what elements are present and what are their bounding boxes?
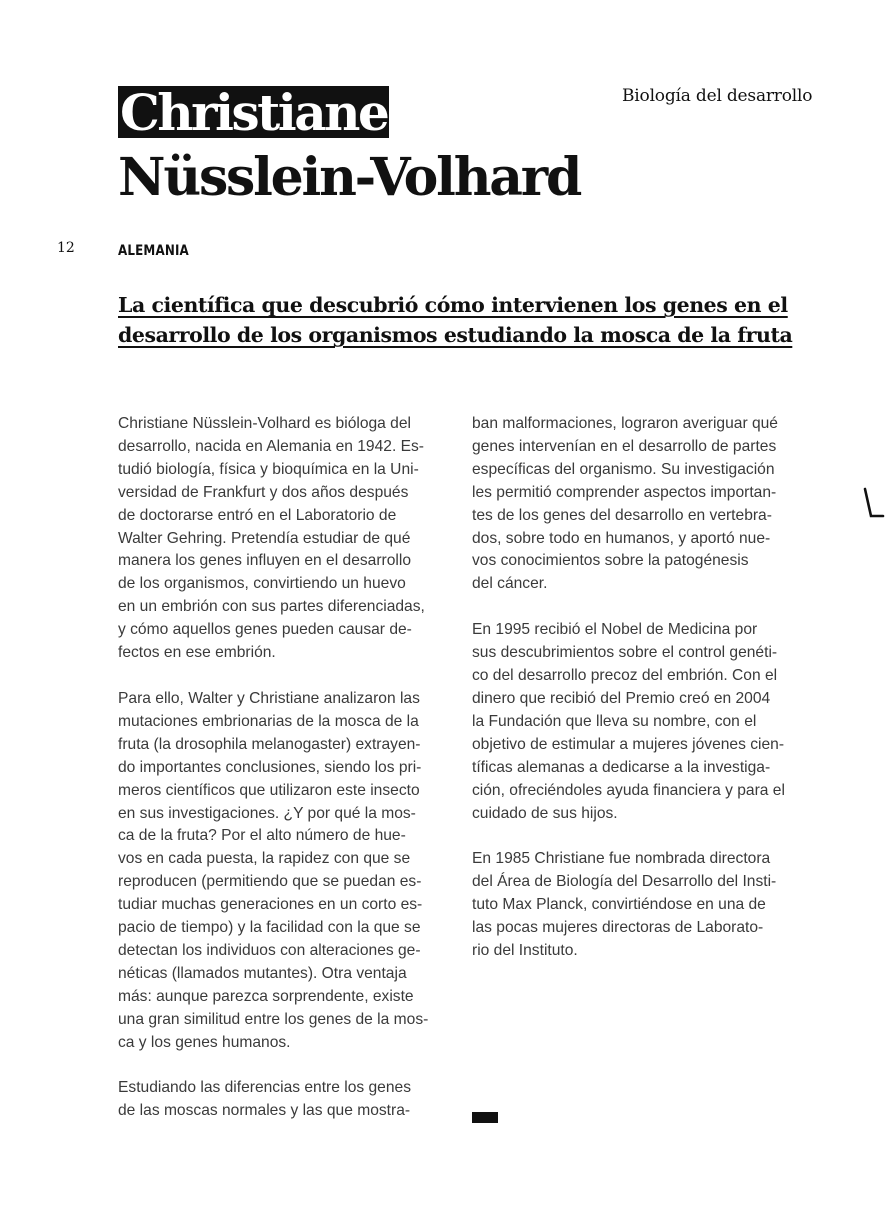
paragraph: En 1995 recibió el Nobel de Medicina por sus descubrimientos sobre el control genéti- co del desarrollo precoz del embrión. Con el dinero que recibió del Premio creó en 2004 la Fundación que lleva su nombre, con el objetivo de estimular a mujeres jóvenes cien- tíficas alemanas a dedicarse a la investiga- ción, ofreciéndoles ayuda financiera y para el cuidado de sus hijos. — [472, 621, 785, 822]
title-last-name: Nüsslein-Volhard — [118, 147, 581, 208]
title-first-name: Christiane — [120, 83, 388, 142]
paragraph: ban malformaciones, lograron averiguar qué genes intervenían en el desarrollo de partes específicas del organismo. Su investigación les permitió comprender aspectos importan- tes de los genes del desarrollo en vertebra- dos, sobre todo en humanos, y aportó nue- vos conocimientos sobre la patogénesis del cáncer. — [472, 415, 778, 593]
paragraph: Para ello, Walter y Christiane analizaron las mutaciones embrionarias de la mosca de la fruta (la drosophila melanogaster) extrayen- do importantes conclusiones, siendo los pri- meros científicos que utilizaron este insecto en sus investigaciones. ¿Y por qué la mos- ca de la fruta? Por el alto número de hue- vos en cada puesta, la rapidez con que se reproducen (permitiendo que se puedan es- tudiar muchas generaciones en un corto es- pacio de tiempo) y la facilidad con la que se detectan los individuos con alteraciones ge- néticas (llamados mutantes). Otra ventaja más: aunque parezca sorprendente, existe una gran similitud entre los genes de la mos- ca y los genes humanos. — [118, 689, 429, 1051]
section-label: Biología del desarrollo — [622, 86, 813, 106]
article-subtitle: La científica que descubrió cómo intervienen los genes en el desarrollo de los organismos estudiando la mosca de la fruta — [118, 293, 793, 347]
paragraph: Estudiando las diferencias entre los genes de las moscas normales y las que mostra- — [118, 1079, 411, 1120]
page-number: 12 — [57, 240, 75, 256]
body-column-left — [118, 413, 448, 1146]
margin-stroke-icon — [862, 486, 886, 522]
body-column-right — [472, 413, 802, 986]
country-label: ALEMANIA — [118, 243, 189, 259]
paragraph: En 1985 Christiane fue nombrada directora del Área de Biología del Desarrollo del Insti- tuto Max Planck, convirtiéndose en una de las pocas mujeres directoras de Laborato- rio del Instituto. — [472, 850, 777, 960]
paragraph: Christiane Nüsslein-Volhard es bióloga del desarrollo, nacida en Alemania en 1942. Es- tudió biología, física y bioquímica en la Uni- versidad de Frankfurt y dos años después de doctorarse entró en el Laboratorio de Walter Gehring. Pretendía estudiar de qué manera los genes influyen en el desarrollo de los organismos, convirtiendo un huevo en un embrión con sus partes diferenciadas, y cómo aquellos genes pueden causar de- fectos en ese embrión. — [118, 415, 425, 662]
end-mark-icon — [472, 1112, 498, 1123]
